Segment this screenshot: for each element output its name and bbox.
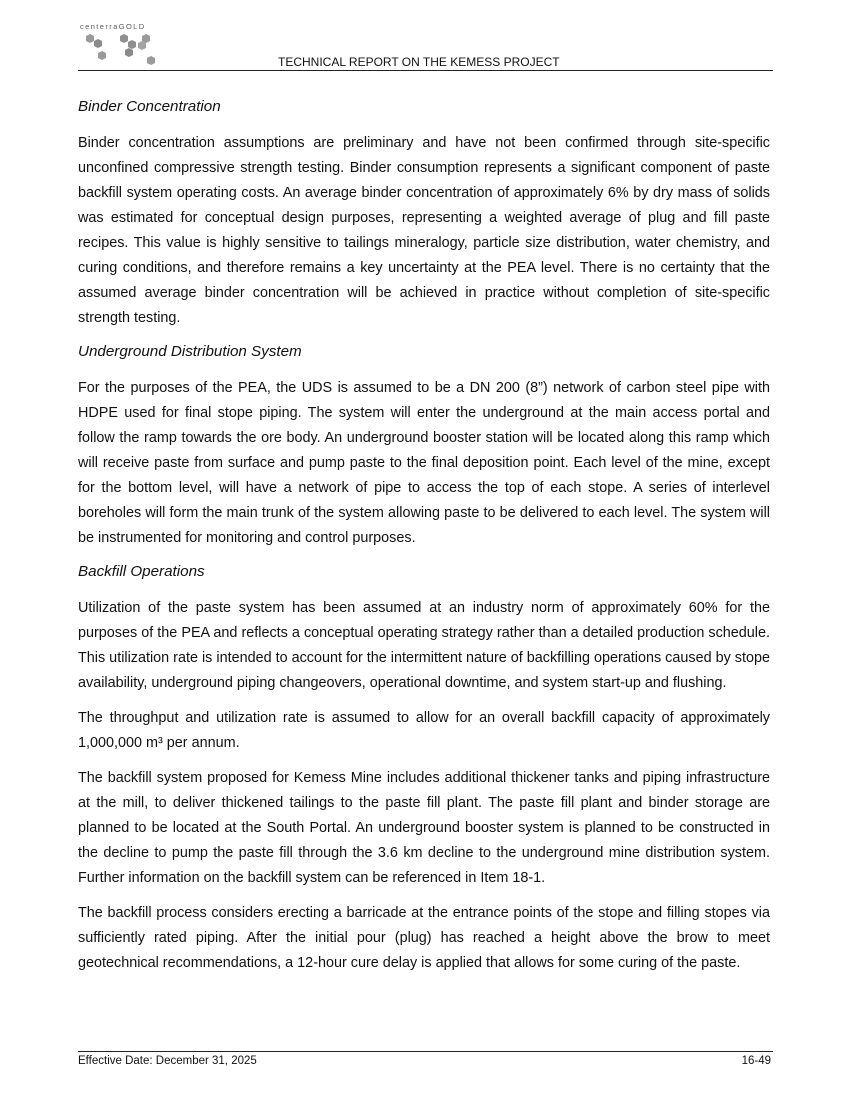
company-logo [80, 22, 170, 68]
footer-divider [78, 1051, 773, 1052]
page-number: 16-49 [741, 1055, 771, 1067]
report-title: TECHNICAL REPORT ON THE KEMESS PROJECT [278, 55, 560, 69]
paragraph: The backfill process considers erecting a barricade at the entrance points of the stope and filling stopes via sufficiently rated piping. After the initial pour (plug) has reached a height above the brow to meet geotechnical recommendations, a 12-hour cure delay is applied that allows for some curing of the paste. [78, 905, 770, 971]
paragraph: Utilization of the paste system has been assumed at an industry norm of approximately 60% for the purposes of the PEA and reflects a conceptual operating strategy rather than a detailed production schedule. This utilization rate is intended to account for the intermittent nature of backfilling operations caused by stope availability, underground piping changeovers, operational downtime, and system start-up and flushing. [78, 600, 770, 691]
hexagon-cluster-icon [80, 32, 164, 68]
paragraph: For the purposes of the PEA, the UDS is assumed to be a DN 200 (8”) network of carbon steel pipe with HDPE used for final stope piping. The system will enter the underground at the main access portal and follow the ramp towards the ore body. An underground booster station will be located along this ramp which will receive paste from surface and pump paste to the final deposition point. Each level of the mine, except for the bottom level, will have a network of pipe to access the top of each stope. A series of interlevel boreholes will form the main trunk of the system allowing paste to be delivered to each level. The system will be instrumented for monitoring and control purposes. [78, 380, 770, 546]
paragraph: The backfill system proposed for Kemess Mine includes additional thickener tanks and piping infrastructure at the mill, to deliver thickened tailings to the paste fill plant. The paste fill plant and binder storage are planned to be located at the South Portal. An underground booster system is planned to be constructed in the decline to pump the paste fill through the 3.6 km decline to the underground mine distribution system. Further information on the backfill system can be referenced in Item 18-1. [78, 770, 770, 886]
section-heading: Binder Concentration [78, 98, 221, 115]
effective-date: Effective Date: December 31, 2025 [78, 1055, 257, 1067]
paragraph: Binder concentration assumptions are preliminary and have not been confirmed through site-specific unconfined compressive strength testing. Binder consumption represents a significant component of paste backfill system operating costs. An average binder concentration of approximately 6% by dry mass of solids was estimated for conceptual design purposes, representing a weighted average of plug and fill paste recipes. This value is highly sensitive to tailings mineralogy, particle size distribution, water chemistry, and curing conditions, and therefore remains a key uncertainty at the PEA level. There is no certainty that the assumed average binder concentration will be achieved in practice without completion of site-specific strength testing. [78, 135, 770, 326]
logo-wordmark: centerraGOLD [80, 22, 146, 31]
section-heading: Backfill Operations [78, 563, 205, 580]
section-heading: Underground Distribution System [78, 343, 302, 360]
document-body [78, 96, 770, 986]
paragraph: The throughput and utilization rate is assumed to allow for an overall backfill capacity of approximately 1,000,000 m³ per annum. [78, 710, 770, 751]
header-divider [78, 70, 773, 71]
